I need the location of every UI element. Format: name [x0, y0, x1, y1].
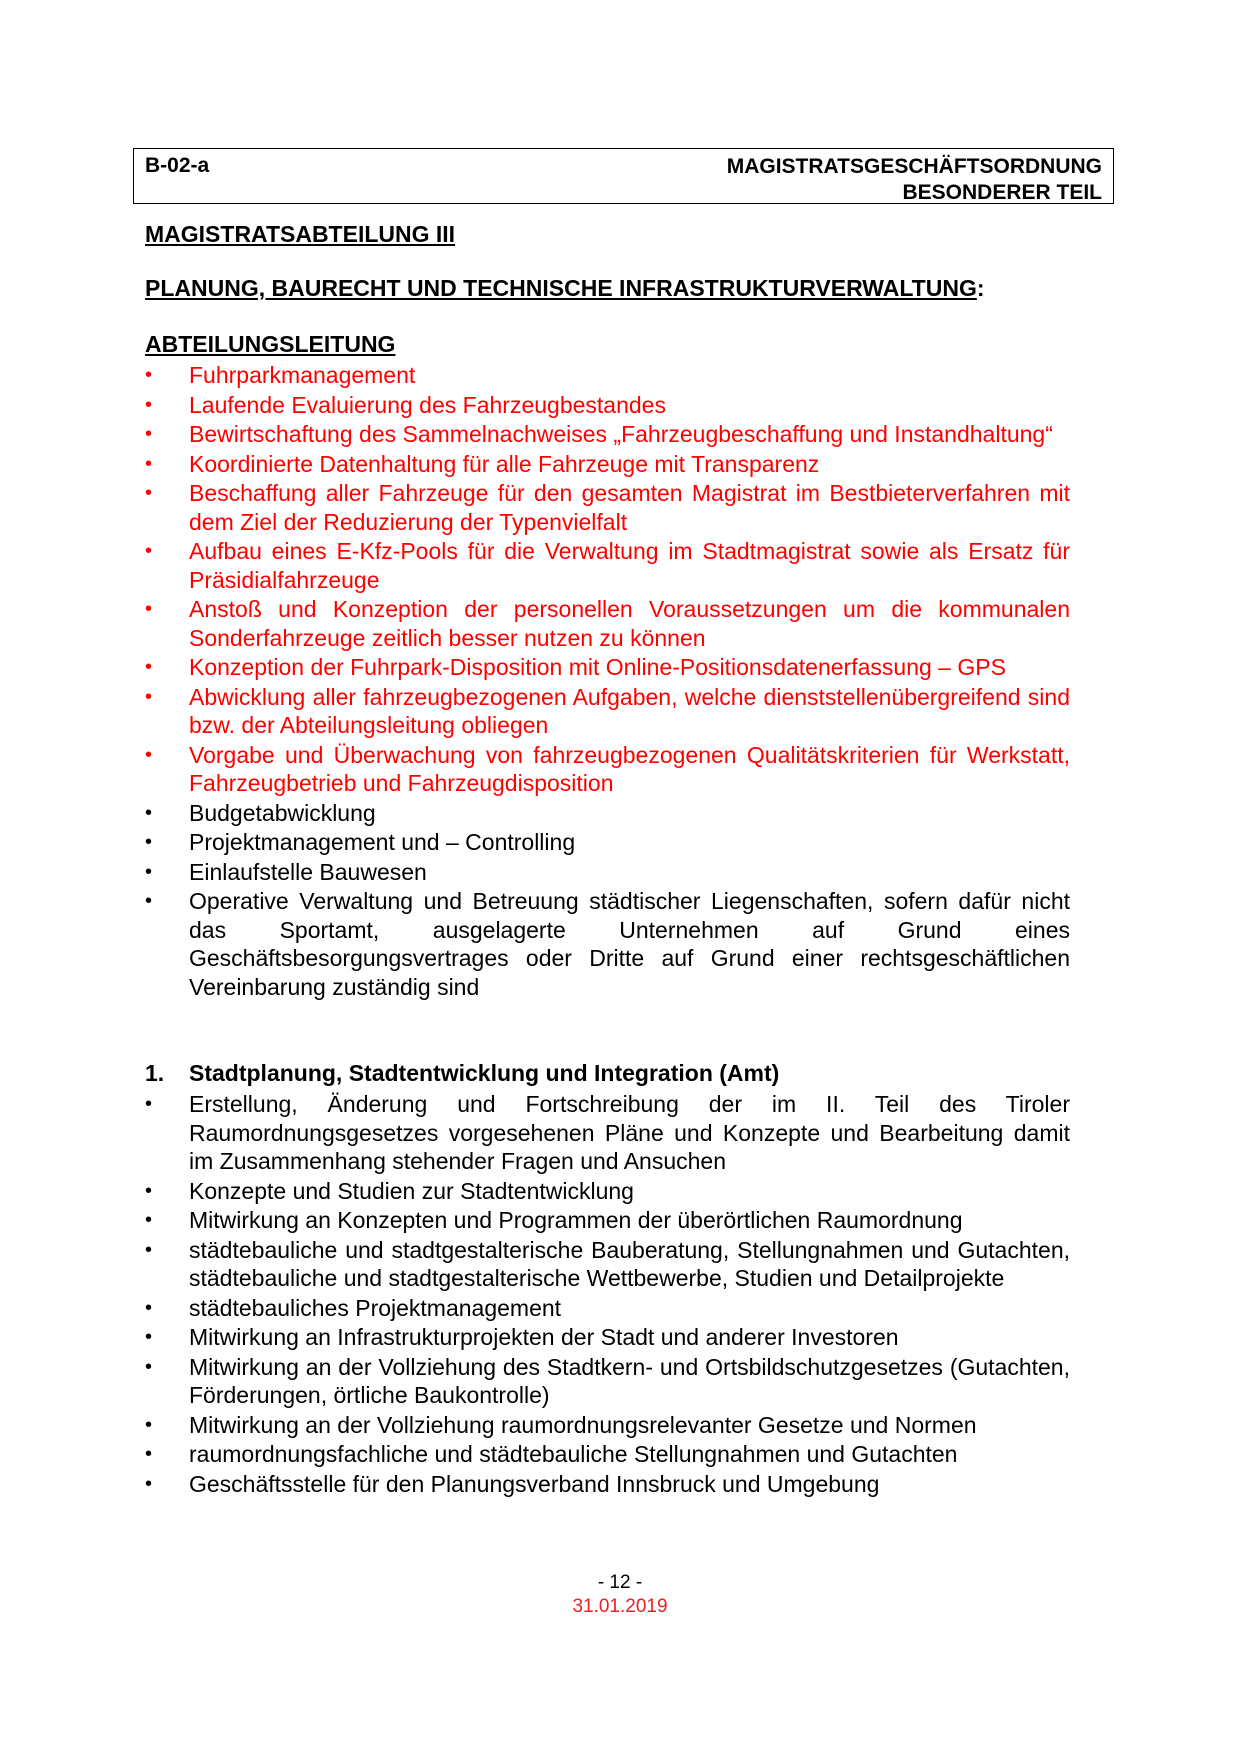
document-title-block: [727, 154, 1102, 206]
page-number: - 12 -: [597, 1572, 643, 1593]
bullet-icon: •: [145, 1443, 153, 1465]
bullet-icon: •: [145, 1355, 153, 1378]
bullet-icon: •: [145, 452, 153, 475]
bullet-icon: •: [145, 743, 153, 766]
list-item-text: Bewirtschaftung des Sammelnachweises „Fahrzeugbeschaffung und Instandhaltung“: [189, 421, 1053, 447]
section-title: Stadtplanung, Stadtentwicklung und Integration (Amt): [189, 1060, 780, 1086]
header-box: [133, 148, 1114, 204]
bullet-icon: •: [145, 685, 153, 708]
footer-date: 31.01.2019: [572, 1596, 668, 1617]
list-item-text: Projektmanagement und – Controlling: [189, 829, 576, 855]
list-item-text: Beschaffung aller Fahrzeuge für den gesamten Magistrat im Bestbieterverfahren mit dem Ziel der Reduzierung der Typenvielfalt: [189, 480, 1070, 535]
bullet-icon: •: [145, 860, 153, 883]
list-item-text: Fuhrparkmanagement: [189, 362, 416, 388]
bullet-icon: •: [145, 656, 153, 678]
bullet-icon: •: [145, 801, 153, 824]
list-item-text: Konzeption der Fuhrpark-Disposition mit Online-Positionsdatenerfassung – GPS: [189, 654, 1006, 680]
bullet-icon: •: [145, 364, 153, 386]
leadership-list: [145, 361, 1070, 1001]
list-item: [145, 1353, 1070, 1410]
list-item-text: raumordnungsfachliche und städtebauliche Stellungnahmen und Gutachten: [189, 1441, 958, 1467]
list-item-text: Erstellung, Änderung und Fortschreibung der im II. Teil des Tiroler Raumordnungsgesetzes vorgesehenen Pläne und Konzepte und Bearbeitung damit im Zusammenhang stehender Fragen und Ansuchen: [189, 1091, 1070, 1174]
list-item-text: Geschäftsstelle für den Planungsverband Innsbruck und Umgebung: [189, 1470, 880, 1497]
list-item-text: städtebauliche und stadtgestalterische Bauberatung, Stellungnahmen und Gutachten, städtebauliche und stadtgestalterische Wettbewerbe, Studien und Detailprojekte: [189, 1236, 1070, 1291]
list-item-text: Einlaufstelle Bauwesen: [189, 858, 427, 885]
list-item: [145, 450, 1070, 479]
list-item-text: Konzepte und Studien zur Stadtentwicklung: [189, 1177, 634, 1204]
bullet-icon: •: [145, 598, 153, 620]
bullet-icon: •: [145, 1413, 153, 1436]
bullet-icon: •: [145, 540, 153, 562]
list-item: [145, 595, 1070, 652]
section-list: [145, 1090, 1070, 1498]
list-item: [145, 1323, 1070, 1352]
content: [145, 220, 1070, 1499]
list-item: [145, 420, 1070, 449]
list-item: [145, 1206, 1070, 1235]
bullet-icon: •: [145, 482, 153, 504]
list-item-text: Operative Verwaltung und Betreuung städtischer Liegenschaften, sofern dafür nicht das Sportamt, ausgelagerte Unternehmen auf Grund eines Geschäftsbesorgungsvertrages oder Dritte auf Grund einer rechtsgeschäftlichen Vereinbarung zuständig sind: [189, 888, 1070, 1000]
document-code: B-02-a: [145, 154, 210, 177]
section-number: 1.: [145, 1060, 165, 1086]
list-item: [145, 683, 1070, 740]
list-item: [145, 361, 1070, 390]
bullet-icon: •: [145, 423, 153, 445]
list-item-text: Mitwirkung an Infrastrukturprojekten der Stadt und anderer Investoren: [189, 1324, 899, 1350]
bullet-icon: •: [145, 890, 153, 912]
list-item: [145, 887, 1070, 1001]
bullet-icon: •: [145, 393, 153, 416]
list-item-text: städtebauliches Projektmanagement: [189, 1294, 562, 1321]
title-suffix: :: [976, 275, 985, 301]
list-item-text: Laufende Evaluierung des Fahrzeugbestandes: [189, 391, 666, 418]
list-item: [145, 1470, 1070, 1499]
list-item: [145, 479, 1070, 536]
list-item: [145, 858, 1070, 887]
list-item: [145, 799, 1070, 828]
title-heading: [145, 274, 1070, 302]
list-item: [145, 828, 1070, 857]
list-item-text: Koordinierte Datenhaltung für alle Fahrzeuge mit Transparenz: [189, 450, 820, 477]
list-item-text: Aufbau eines E-Kfz-Pools für die Verwaltung im Stadtmagistrat sowie als Ersatz für Präsidialfahrzeuge: [189, 538, 1070, 593]
department-heading: MAGISTRATSABTEILUNG III: [145, 221, 456, 247]
list-item: [145, 1090, 1070, 1176]
bullet-icon: •: [145, 1238, 153, 1261]
bullet-icon: •: [145, 1326, 153, 1348]
list-item: [145, 391, 1070, 420]
list-item-text: Abwicklung aller fahrzeugbezogenen Aufgaben, welche dienststellenübergreifend sind bzw. der Abteilungsleitung obliegen: [189, 683, 1070, 738]
bullet-icon: •: [145, 831, 153, 853]
list-item: [145, 1411, 1070, 1440]
document-title-line1: MAGISTRATSGESCHÄFTSORDNUNG: [726, 155, 1102, 178]
list-item-text: Mitwirkung an Konzepten und Programmen der überörtlichen Raumordnung: [189, 1207, 963, 1233]
section-heading: [145, 1059, 1070, 1087]
document-title-line2: BESONDERER TEIL: [902, 181, 1102, 204]
list-item-text: Mitwirkung an der Vollziehung des Stadtkern- und Ortsbildschutzgesetzes (Gutachten, Förderungen, örtliche Baukontrolle): [189, 1353, 1070, 1408]
list-item-text: Budgetabwicklung: [189, 799, 376, 826]
list-item: [145, 1440, 1070, 1469]
list-item: [145, 741, 1070, 798]
list-item: [145, 537, 1070, 594]
bullet-icon: •: [145, 1296, 153, 1319]
list-item-text: Vorgabe und Überwachung von fahrzeugbezogenen Qualitätskriterien für Werkstatt, Fahrzeugbetrieb und Fahrzeugdisposition: [189, 741, 1070, 796]
leadership-heading: ABTEILUNGSLEITUNG: [145, 331, 396, 357]
list-item-text: Anstoß und Konzeption der personellen Voraussetzungen um die kommunalen Sonderfahrzeuge zeitlich besser nutzen zu können: [189, 596, 1070, 651]
bullet-icon: •: [145, 1179, 153, 1202]
list-item-text: Mitwirkung an der Vollziehung raumordnungsrelevanter Gesetze und Normen: [189, 1411, 977, 1438]
list-item: [145, 653, 1070, 682]
list-item: [145, 1294, 1070, 1323]
bullet-icon: •: [145, 1093, 153, 1115]
bullet-icon: •: [145, 1472, 153, 1495]
list-item: [145, 1236, 1070, 1293]
list-item: [145, 1177, 1070, 1206]
bullet-icon: •: [145, 1209, 153, 1231]
title-text: PLANUNG, BAURECHT UND TECHNISCHE INFRASTRUKTURVERWALTUNG: [145, 275, 977, 301]
